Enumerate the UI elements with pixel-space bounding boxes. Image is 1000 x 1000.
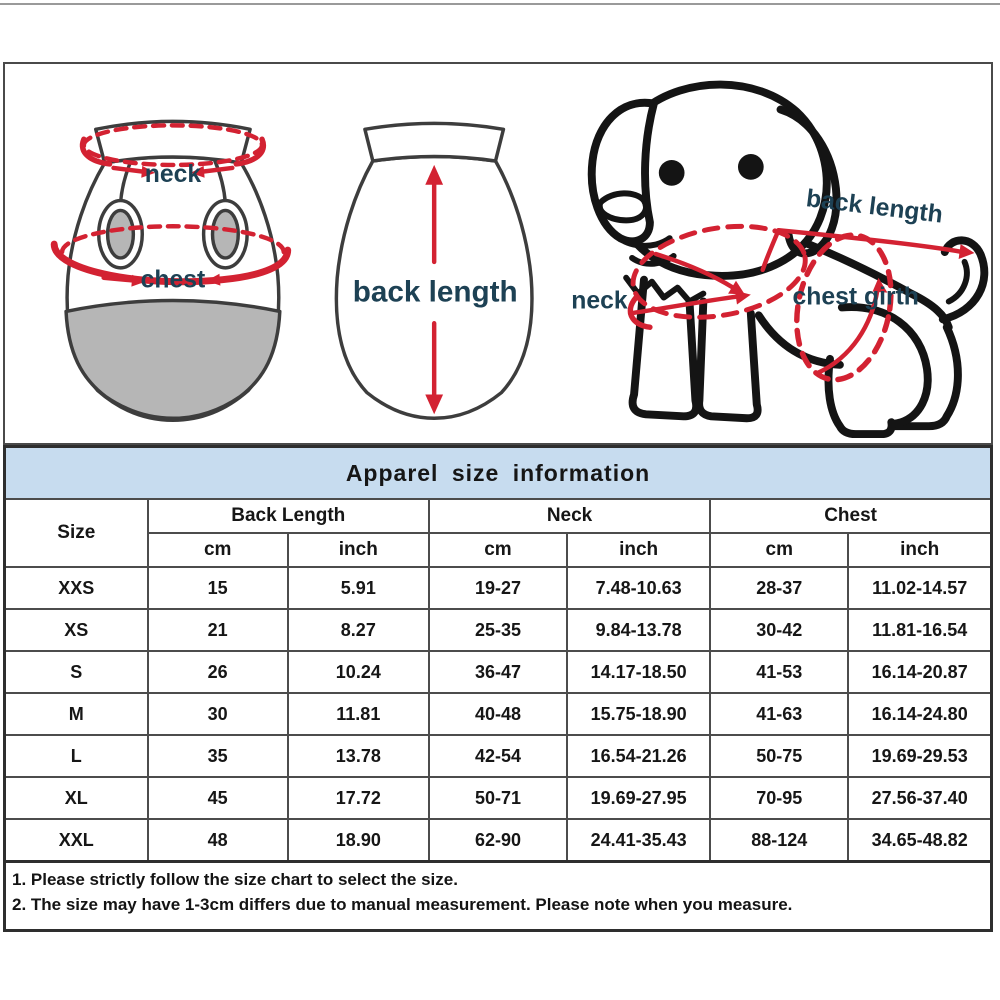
value-cell: 13.78 [288,735,429,777]
value-cell: 11.81-16.54 [848,609,991,651]
value-cell: 21 [148,609,288,651]
size-cell: XXS [5,567,148,609]
table-row [5,567,992,609]
unit-header: inch [288,533,429,567]
front-garment-illustration [54,121,288,420]
value-cell: 36-47 [429,651,567,693]
col-group-back-length: Back Length [148,499,429,533]
value-cell: 27.56-37.40 [848,777,991,819]
value-cell: 88-124 [710,819,848,862]
value-cell: 9.84-13.78 [567,609,710,651]
value-cell: 25-35 [429,609,567,651]
dog-nose [600,193,646,220]
value-cell: 18.90 [288,819,429,862]
table-row [5,693,992,735]
size-chart-sheet [3,445,993,932]
back-garment-illustration [336,123,532,418]
unit-header: inch [848,533,991,567]
garment-back-neckband [365,123,504,161]
value-cell: 15.75-18.90 [567,693,710,735]
size-cell: XL [5,777,148,819]
value-cell: 41-53 [710,651,848,693]
value-cell: 48 [148,819,288,862]
size-cell: XS [5,609,148,651]
value-cell: 30-42 [710,609,848,651]
value-cell: 15 [148,567,288,609]
front-neck-label: neck [144,160,202,188]
note-line-1: 1. Please strictly follow the size chart to select the size. [12,870,458,889]
front-chest-label: chest [140,266,206,294]
table-row [5,609,992,651]
dog-eye-left [659,160,685,186]
table-row [5,777,992,819]
value-cell: 40-48 [429,693,567,735]
table-row [5,819,992,862]
unit-header: inch [567,533,710,567]
top-divider-line [0,3,1000,5]
measurement-illustration-panel [3,62,993,445]
value-cell: 19.69-27.95 [567,777,710,819]
table-title: Apparel size information [5,447,992,500]
value-cell: 17.72 [288,777,429,819]
value-cell: 35 [148,735,288,777]
value-cell: 30 [148,693,288,735]
value-cell: 10.24 [288,651,429,693]
value-cell: 11.02-14.57 [848,567,991,609]
note-line-2: 2. The size may have 1-3cm differs due to manual measurement. Please note when you measure. [12,894,793,914]
value-cell: 16.14-20.87 [848,651,991,693]
value-cell: 62-90 [429,819,567,862]
armhole-right-inner [213,210,239,257]
dog-back-length-label: back length [804,185,945,229]
size-cell: M [5,693,148,735]
value-cell: 24.41-35.43 [567,819,710,862]
unit-header: cm [429,533,567,567]
back-length-label: back length [352,275,518,309]
garment-belly-panel [66,301,280,419]
dog-illustration [571,85,984,435]
dog-chest-girth-label: chest girth [792,283,919,311]
dog-neck-label: neck [571,287,628,315]
size-cell: S [5,651,148,693]
table-row [5,651,992,693]
value-cell: 42-54 [429,735,567,777]
value-cell: 7.48-10.63 [567,567,710,609]
size-chart-notes [3,863,993,932]
col-group-chest: Chest [710,499,991,533]
unit-header: cm [710,533,848,567]
value-cell: 5.91 [288,567,429,609]
value-cell: 26 [148,651,288,693]
col-group-neck: Neck [429,499,710,533]
value-cell: 70-95 [710,777,848,819]
table-row [5,735,992,777]
value-cell: 50-75 [710,735,848,777]
value-cell: 8.27 [288,609,429,651]
value-cell: 34.65-48.82 [848,819,991,862]
armhole-left-inner [108,210,134,257]
apparel-size-table [3,445,993,863]
value-cell: 41-63 [710,693,848,735]
dog-eye-right [738,154,764,180]
value-cell: 14.17-18.50 [567,651,710,693]
value-cell: 28-37 [710,567,848,609]
unit-header: cm [148,533,288,567]
value-cell: 45 [148,777,288,819]
size-cell: L [5,735,148,777]
measurement-illustrations [5,64,991,443]
col-header-size: Size [5,499,148,567]
value-cell: 16.54-21.26 [567,735,710,777]
value-cell: 19-27 [429,567,567,609]
value-cell: 16.14-24.80 [848,693,991,735]
value-cell: 19.69-29.53 [848,735,991,777]
size-cell: XXL [5,819,148,862]
value-cell: 11.81 [288,693,429,735]
value-cell: 50-71 [429,777,567,819]
